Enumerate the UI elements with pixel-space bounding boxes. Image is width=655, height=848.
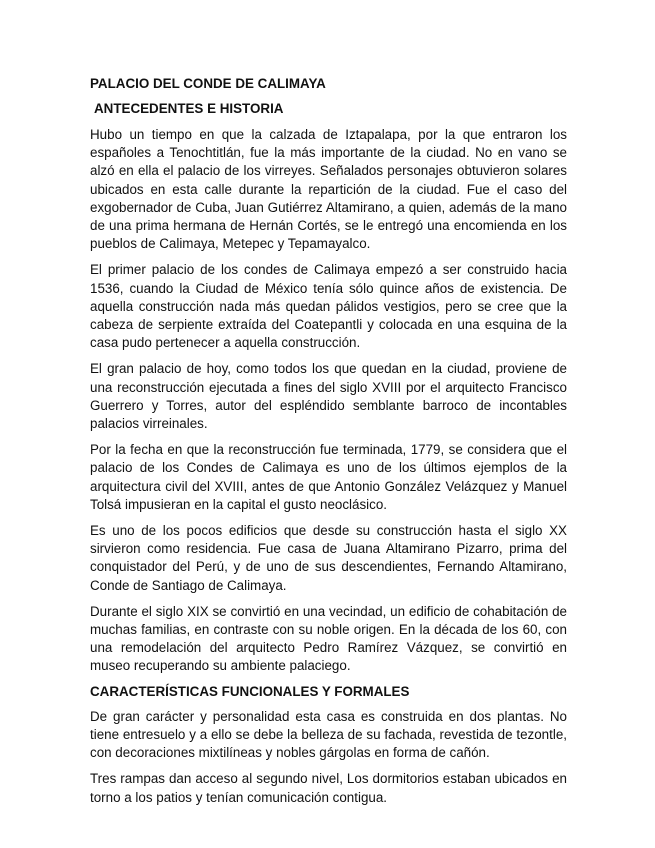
paragraph-date-1779: Por la fecha en que la reconstrucción fue terminada, 1779, se considera que el palacio de los Condes de Calimaya es uno de los últimos ejemplos de la arquitectura civil del XVIII, antes de que Antonio González Velázquez y Manuel Tolsá impusieran en la capital el gusto neoclásico. (90, 442, 567, 512)
document-title: PALACIO DEL CONDE DE CALIMAYA (90, 76, 326, 91)
paragraph-reconstruction: El gran palacio de hoy, como todos los que quedan en la ciudad, proviene de una reconstrucción ejecutada a fines del siglo XVIII por el arquitecto Francisco Guerrero y Torres, autor del espléndido semblante barroco de incontables palacios virreinales. (90, 361, 567, 432)
paragraph-character: De gran carácter y personalidad esta casa es construida en dos plantas. No tiene entresuelo y a ello se debe la belleza de su fachada, revestida de tezontle, con decoraciones mixtilíneas y nobles gárgolas en forma de cañón. (90, 708, 567, 761)
section-heading-history: ANTECEDENTES E HISTORIA (94, 101, 284, 116)
paragraph-calzada: Hubo un tiempo en que la calzada de Iztapalapa, por la que entraron los españoles a Tenochtitlán, fue la más importante de la ciudad. No en vano se alzó en ella el palacio de los virreyes. Señalados personajes obtuvieron solares ubicados en esta calle durante la repartición de la ciudad. Fue el caso del exgobernador de Cuba, Juan Gutiérrez Altamirano, a quien, además de la mano de una prima hermana de Hernán Cortés, se le entregó una encomienda en los pueblos de Calimaya, Metepec y Tepamayalco. (90, 127, 567, 252)
paragraph-first-palace: El primer palacio de los condes de Calimaya empezó a ser construido hacia 1536, cuando la Ciudad de México tenía sólo quince años de existencia. De aquella construcción nada más quedan pálidos vestigios, pero se cree que la cabeza de serpiente extraída del Coatepantli y colocada en una esquina de la casa pudo pertenecer a aquella construcción. (90, 262, 567, 351)
paragraph-museum: Durante el siglo XIX se convirtió en una vecindad, un edificio de cohabitación de muchas familias, en contraste con su noble origen. En la década de los 60, con una remodelación del arquitecto Pedro Ramírez Vázquez, se convirtió en museo recuperando su ambiente palaciego. (90, 603, 567, 674)
paragraph-residence: Es uno de los pocos edificios que desde su construcción hasta el siglo XX sirvieron como residencia. Fue casa de Juana Altamirano Pizarro, prima del conquistador del Perú, y de uno de sus descendientes, Fernando Altamirano, Conde de Santiago de Calimaya. (90, 523, 567, 593)
paragraph-ramps: Tres rampas dan acceso al segundo nivel, Los dormitorios estaban ubicados en torno a los patios y tenían comunicación contigua. (90, 771, 567, 805)
section-heading-features: CARACTERÍSTICAS FUNCIONALES Y FORMALES (90, 683, 410, 699)
